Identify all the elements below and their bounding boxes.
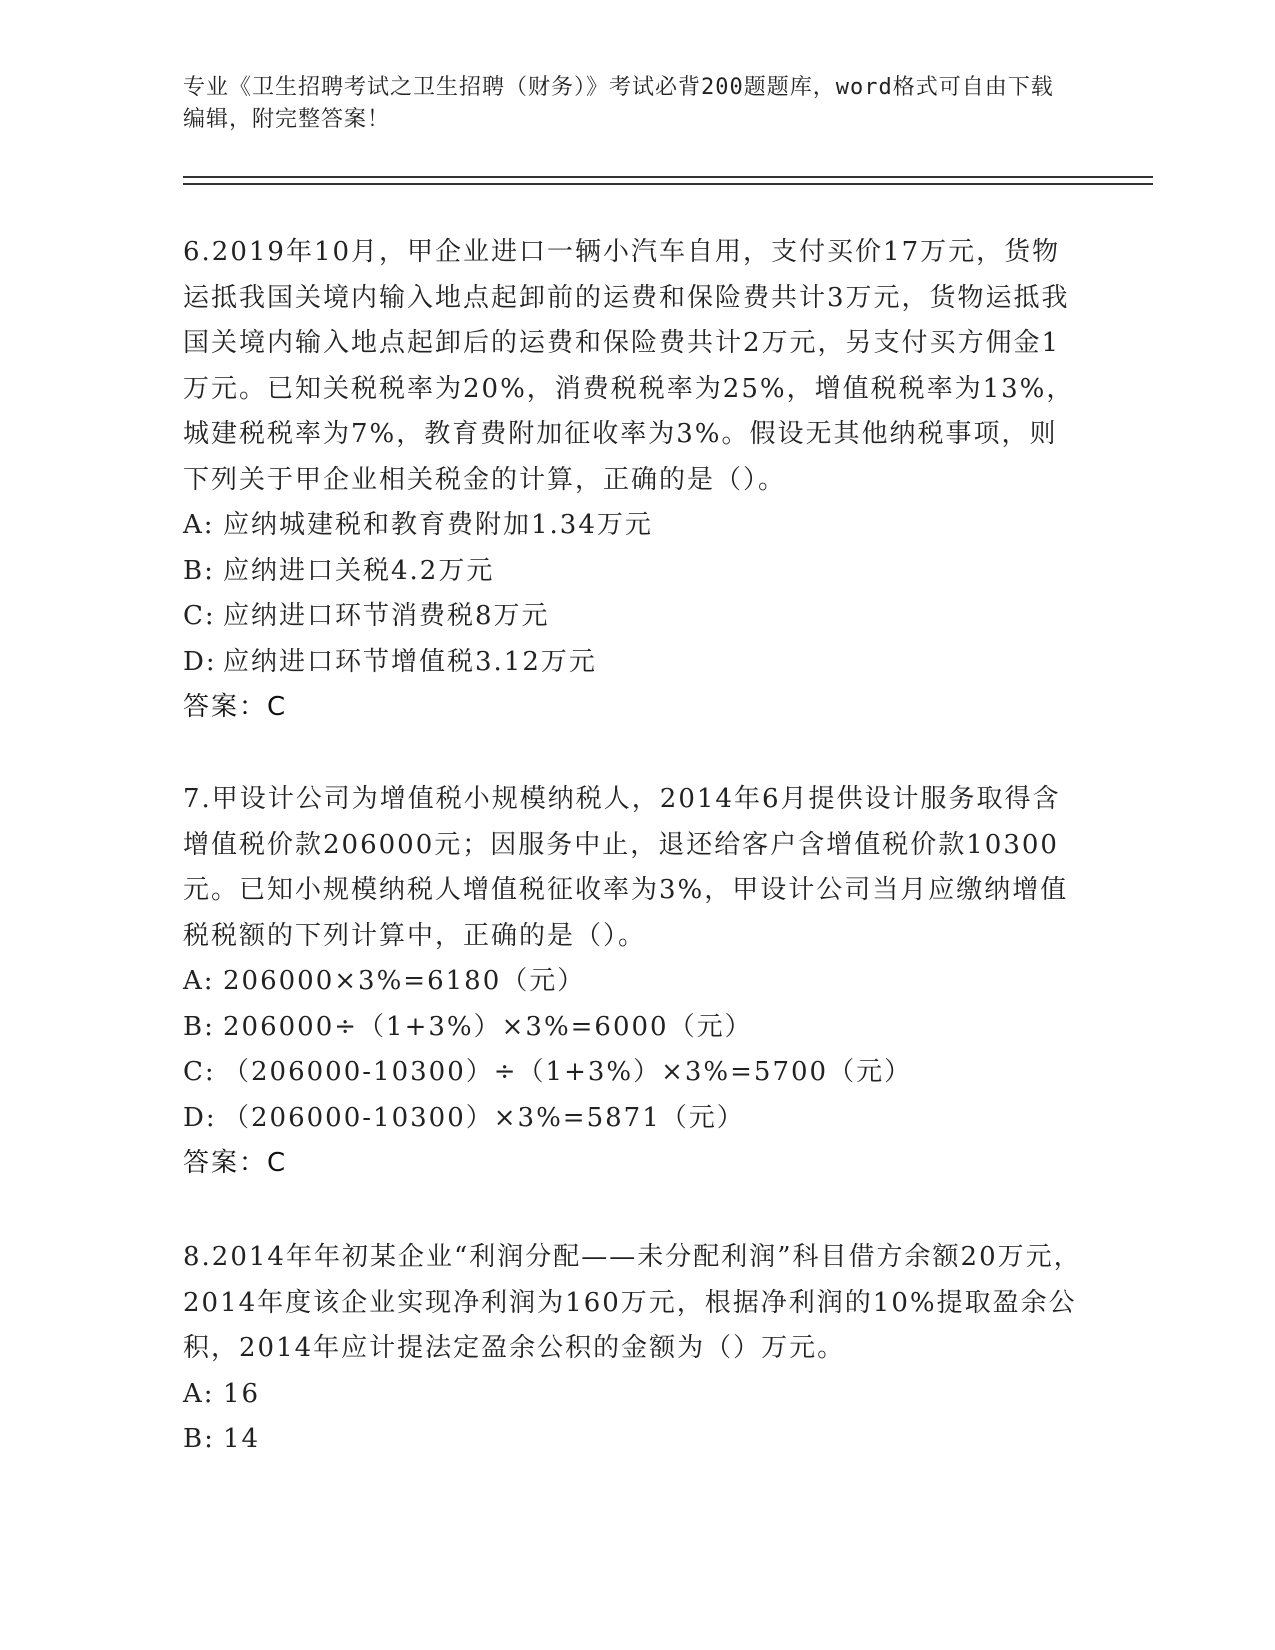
- option-c: [183, 1050, 1083, 1096]
- option-letter: A:: [183, 1378, 215, 1409]
- question-stem: 7.甲设计公司为增值税小规模纳税人，2014年6月提供设计服务取得含增值税价款206000元；因服务中止，退还给客户含增值税价款10300元。已知小规模纳税人增值税征收率为3%，甲设计公司当月应缴纳增值税税额的下列计算中，正确的是（）。: [183, 784, 1069, 951]
- option-b: [183, 1417, 1083, 1463]
- option-text: 应纳城建税和教育费附加1.34万元: [223, 510, 653, 540]
- header-divider-top: [183, 176, 1153, 178]
- option-letter: A:: [183, 966, 215, 996]
- question-stem: 6.2019年10月，甲企业进口一辆小汽车自用，支付买价17万元，货物运抵我国关境内输入地点起卸前的运费和保险费共计3万元，货物运抵我国关境内输入地点起卸后的运费和保险费共计2万元，另支付买方佣金1万元。已知关税税率为20%，消费税税率为25%，增值税税率为13%，城建税税率为7%，教育费附加征收率为3%。假设无其他纳税事项，则下列关于甲企业相关税金的计算，正确的是（）。: [183, 237, 1075, 495]
- option-b: [183, 1005, 1083, 1051]
- option-a: [183, 503, 1083, 549]
- answer-line: 答案：C: [183, 1148, 288, 1178]
- answer-line: 答案：C: [183, 692, 288, 722]
- document-title: 专业《卫生招聘考试之卫生招聘（财务）》考试必背200题题库，word格式可自由下载编辑，附完整答案！: [183, 75, 1054, 132]
- option-a: [183, 959, 1083, 1005]
- option-letter: B:: [183, 1011, 215, 1042]
- question-8: [183, 1235, 1083, 1463]
- option-c: [183, 594, 1083, 640]
- option-b: [183, 549, 1083, 595]
- question-6: [183, 230, 1083, 731]
- option-text: 16: [223, 1378, 261, 1409]
- option-letter: B:: [183, 555, 215, 586]
- option-text: 206000÷（1+3%）×3%=6000（元）: [223, 1011, 753, 1042]
- document-header: [183, 72, 1063, 136]
- option-letter: C:: [183, 601, 216, 631]
- option-letter: D:: [183, 1102, 217, 1133]
- header-divider-bottom: [183, 183, 1153, 185]
- option-text: 应纳进口环节消费税8万元: [223, 601, 550, 631]
- option-text: （206000-10300）÷（1+3%）×3%=5700（元）: [223, 1057, 913, 1087]
- option-letter: D:: [183, 646, 217, 677]
- option-text: 应纳进口关税4.2万元: [223, 555, 495, 586]
- option-text: 14: [223, 1424, 261, 1454]
- option-d: [183, 640, 1083, 686]
- question-7: [183, 777, 1083, 1187]
- option-text: （206000-10300）×3%=5871（元）: [223, 1102, 745, 1133]
- option-text: 206000×3%=6180（元）: [223, 966, 586, 996]
- option-letter: B:: [183, 1424, 215, 1454]
- option-letter: C:: [183, 1057, 216, 1087]
- option-letter: A:: [183, 510, 215, 540]
- option-text: 应纳进口环节增值税3.12万元: [223, 646, 597, 677]
- option-a: [183, 1372, 1083, 1418]
- question-stem: 8.2014年年初某企业“利润分配——未分配利润”科目借方余额20万元，2014年度该企业实现净利润为160万元，根据净利润的10%提取盈余公积，2014年应计提法定盈余公积的金额为（）万元。: [183, 1242, 1082, 1363]
- option-d: [183, 1096, 1083, 1142]
